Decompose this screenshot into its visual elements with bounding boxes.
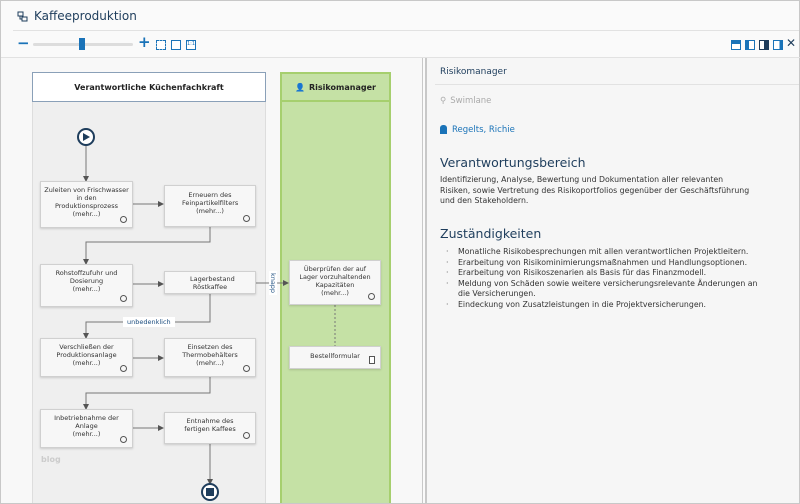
layout-left-icon[interactable] (745, 40, 755, 50)
person-icon: 👤 (295, 82, 306, 92)
document-icon (369, 356, 375, 364)
page-title: Kaffeeproduktion (34, 9, 137, 23)
fit-page-icon[interactable] (156, 40, 166, 50)
object-type: ⚲ Swimlane (440, 96, 492, 106)
lane-header-risikomanager[interactable]: 👤 Risikomanager (280, 72, 391, 102)
layout-right-icon[interactable] (759, 40, 769, 50)
task-lagerbestand[interactable]: Lagerbestand Röstkaffee (164, 271, 256, 294)
list-item: · Eindeckung von Zusatzleistungen in die Projektversicherungen. (440, 300, 760, 311)
zoom-out-button[interactable]: − (17, 34, 30, 52)
task-ueberpruefen[interactable]: Überprüfen der auf Lager vorzuhaltenden Kapazitäten (mehr...) (289, 260, 381, 305)
task-inbetriebnahme[interactable]: Inbetriebnahme der Anlage (mehr...) (40, 409, 133, 448)
clock-icon (368, 293, 375, 300)
watermark-logo: blog (41, 455, 61, 464)
toolbar (1, 31, 800, 58)
clock-icon (120, 436, 127, 443)
task-verschliessen[interactable]: Verschließen der Produktionsanlage (mehr...) (40, 338, 133, 377)
process-map-icon (17, 11, 28, 22)
zoom-slider-handle[interactable] (79, 38, 85, 50)
task-einsetzen[interactable]: Einsetzen des Thermobehälters (mehr...) (164, 338, 256, 377)
clock-icon (120, 216, 127, 223)
list-item: · Erarbeitung von Risikoszenarien als Basis für das Finanzmodell. (440, 268, 760, 279)
section-heading-duties: Zuständigkeiten (440, 226, 542, 241)
person-icon (440, 125, 447, 134)
task-erneuern[interactable]: Erneuern des Feinpartikelfilters (mehr...) (164, 185, 256, 227)
condition-label-unbedenklich: unbedenklich (123, 317, 175, 327)
panel-title: Risikomanager (440, 67, 507, 77)
clock-icon (243, 365, 250, 372)
list-item: · Monatliche Risikobesprechungen mit allen verantwortlichen Projektleitern. (440, 247, 760, 258)
actual-size-button[interactable]: 1:1 (186, 40, 196, 50)
details-panel (425, 58, 799, 503)
layout-window-icon[interactable] (773, 40, 783, 50)
task-entnahme[interactable]: Entnahme des fertigen Kaffees (164, 412, 256, 444)
document-bestellformular[interactable]: Bestellformular (289, 346, 381, 369)
clock-icon (243, 215, 250, 222)
diagram-canvas[interactable] (1, 58, 423, 503)
person-link[interactable]: Regelts, Richie (440, 125, 515, 135)
task-zuleiten[interactable]: Zuleiten von Frischwasser in den Produktionsprozess (mehr...) (40, 181, 133, 228)
clock-icon (120, 365, 127, 372)
duties-list (440, 247, 760, 310)
header (1, 1, 800, 31)
zoom-slider[interactable] (33, 43, 133, 46)
responsibility-text: Identifizierung, Analyse, Bewertung und Dokumentation aller relevanten Risiken, sowie Vertretung des Risikoportfolios gegenüber der Geschäftsführung und den Stakeholdern. (440, 175, 750, 205)
task-rohstoffzufuhr[interactable]: Rohstoffzufuhr und Dosierung (mehr...) (40, 264, 133, 307)
section-heading-responsibility: Verantwortungsbereich (440, 155, 586, 170)
condition-label-knapp: knapp (269, 272, 278, 294)
layout-top-icon[interactable] (731, 40, 741, 50)
fit-width-icon[interactable] (171, 40, 181, 50)
list-item: · Meldung von Schäden sowie weitere versicherungsrelevante Änderungen an die Versicherungen. (440, 279, 760, 300)
swimlane-icon: ⚲ (440, 96, 447, 106)
lane-header-kuechenfachkraft[interactable]: Verantwortliche Küchenfachkraft (32, 72, 266, 102)
clock-icon (120, 295, 127, 302)
zoom-in-button[interactable]: + (138, 33, 151, 51)
list-item: · Erarbeitung von Risikominimierungsmaßnahmen und Handlungsoptionen. (440, 258, 760, 269)
close-icon[interactable]: ✕ (786, 36, 797, 50)
clock-icon (243, 432, 250, 439)
